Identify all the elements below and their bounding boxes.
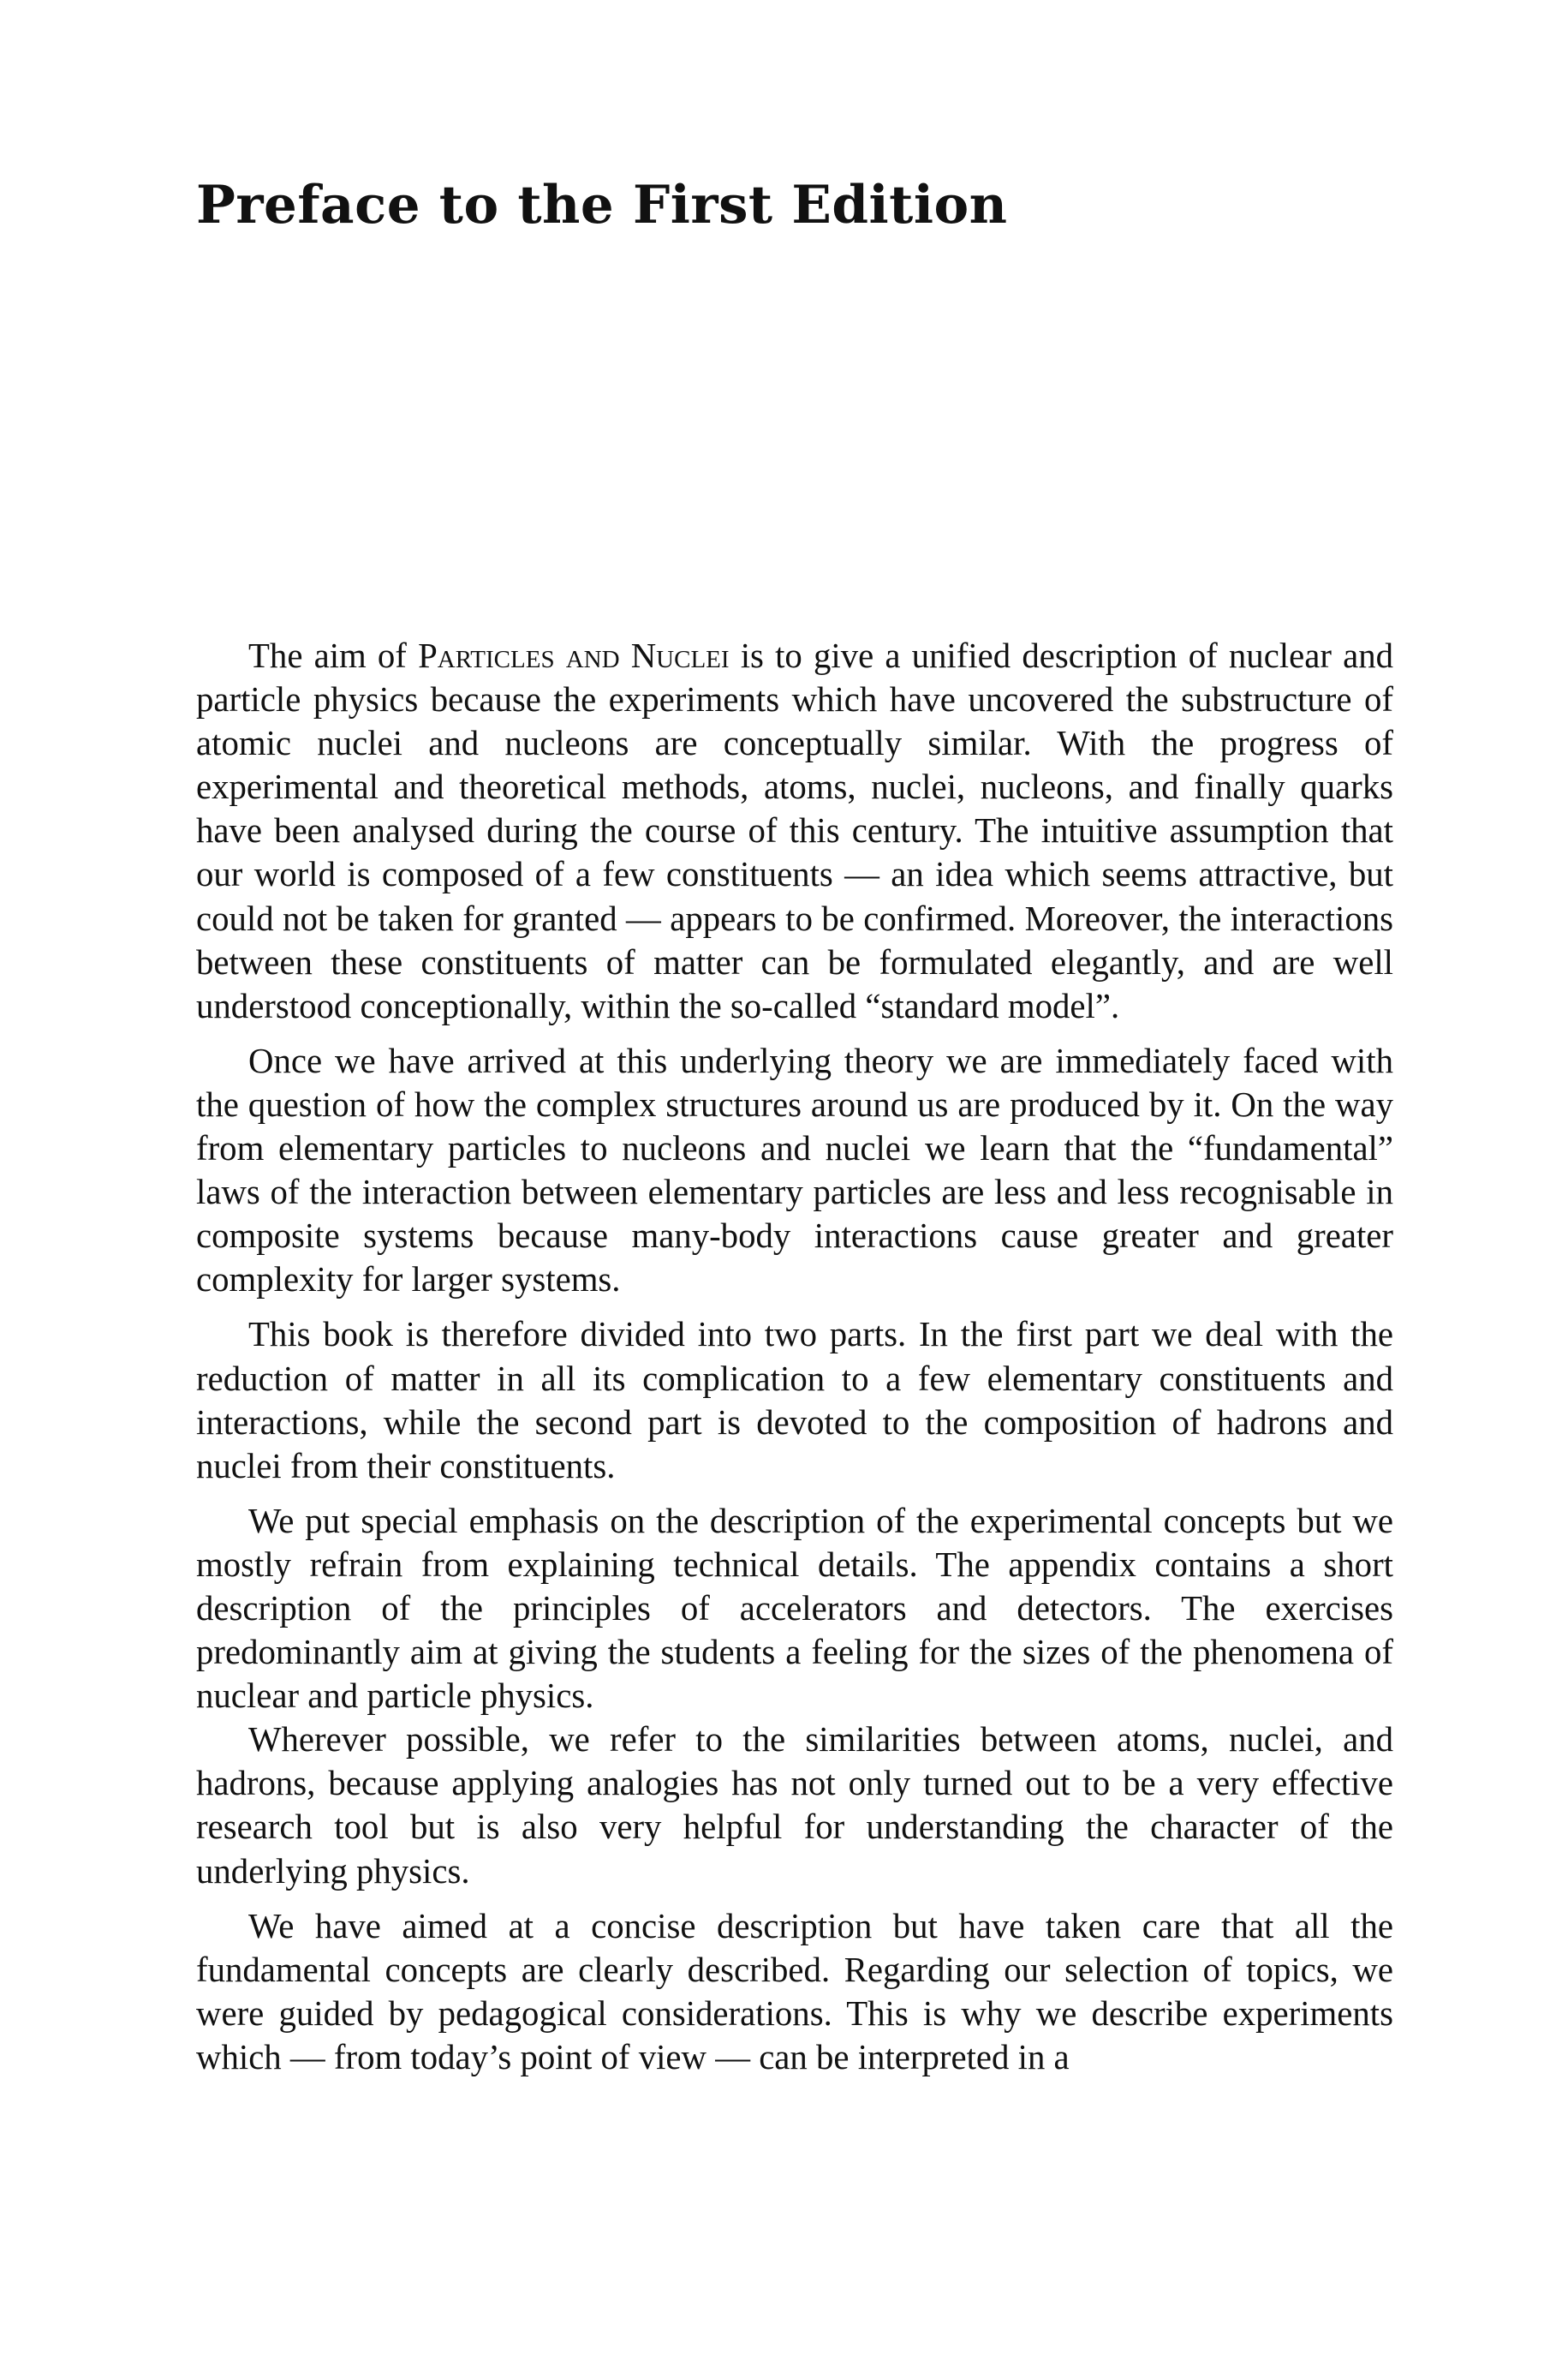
paragraph [196,634,1393,1028]
page-title: Preface to the First Edition [196,175,1008,236]
paragraph: We put special emphasis on the description of the experimental concepts but we mostly refrain from explaining technical details. The appendix contains a short description of the principles of accelerators and detectors. The exercises predominantly aim at giving the students a feeling for the sizes of the phenomena of nuclear and particle physics. [196,1501,1393,1716]
paragraph: Wherever possible, we refer to the similarities between atoms, nuclei, and hadrons, because applying analogies has not only turned out to be a very effective research tool but is also very helpful for understanding the character of the underlying physics. [196,1720,1393,1891]
paragraph-text: is to give a unified description of nuclear and particle physics because the experiments which have uncovered the substructure of atomic nuclei and nucleons are conceptually similar. With the progress of experimental and theoretical methods, atoms, nuclei, nucleons, and finally quarks have been analysed during the course of this century. The intuitive assumption that our world is composed of a few constituents — an idea which seems attractive, but could not be taken for granted — appears to be confirmed. Moreover, the interactions between these constituents of matter can be formulated elegantly, and are well understood conceptionally, within the so-called “standard model”. [196,636,1393,1025]
body-text [196,634,1393,2079]
paragraph-text: The aim of [248,636,419,675]
book-name: Particles and Nuclei [418,636,730,675]
paragraph: Once we have arrived at this underlying theory we are immediately faced with the question of how the complex structures around us are produced by it. On the way from elementary particles to nucleons and nuclei we learn that the “fundamental” laws of the interaction between elementary particles are less and less recognisable in composite systems because many-body interactions cause greater and greater complexity for larger systems. [196,1041,1393,1300]
paragraph: We have aimed at a concise description but have taken care that all the fundamental concepts are clearly described. Regarding our selection of topics, we were guided by pedagogical considerations. This is why we describe experiments which — from today’s point of view — can be interpreted in a [196,1906,1393,2076]
paragraph: This book is therefore divided into two parts. In the first part we deal with the reduction of matter in all its complication to a few elementary constituents and interactions, while the second part is devoted to the composition of hadrons and nuclei from their constituents. [196,1315,1393,1485]
